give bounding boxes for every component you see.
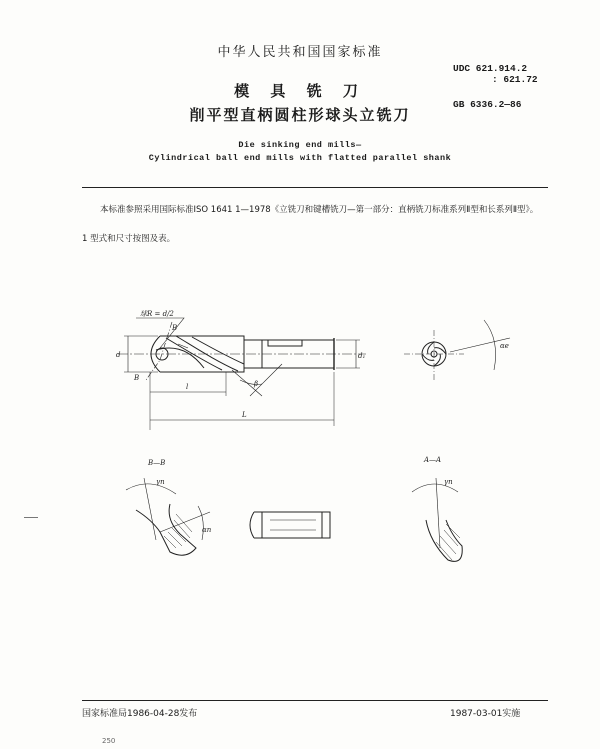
overall-length-label: L bbox=[242, 411, 247, 419]
section-b-top-label: B bbox=[172, 324, 178, 332]
section-b-bottom-label: B bbox=[134, 374, 140, 382]
section-b-b-hatch bbox=[164, 514, 192, 548]
shank-diameter-label: d₁ bbox=[358, 352, 366, 360]
issuing-organization: 中华人民共和国国家标准 bbox=[217, 45, 383, 60]
effective-date: 1987-03-01实施 bbox=[450, 709, 521, 719]
english-title-line2: Cylindrical ball end mills with flatted parallel shank bbox=[148, 153, 452, 163]
title-main: 模 具 铣 刀 bbox=[234, 82, 366, 100]
margin-mark bbox=[24, 517, 38, 518]
issue-date: 国家标准局1986-04-28发布 bbox=[82, 709, 198, 719]
title-sub: 削平型直柄圆柱形球头立铣刀 bbox=[189, 106, 411, 124]
radius-label: 球R = d/2 bbox=[140, 310, 174, 318]
helix-angle-label: β bbox=[254, 380, 259, 388]
rake-angle-b-label: γn bbox=[156, 478, 165, 486]
gb-standard-number: GB 6336.2—86 bbox=[453, 99, 522, 110]
section-a-a-view bbox=[412, 478, 462, 561]
english-title-line1: Die sinking end mills— bbox=[238, 140, 362, 150]
page-number: 250 bbox=[102, 737, 116, 745]
clause-1: 1 型式和尺寸按图及表。 bbox=[82, 234, 176, 244]
clearance-angle-end-label: αe bbox=[500, 342, 509, 350]
section-b-b-view bbox=[126, 478, 210, 555]
footer-rule bbox=[82, 700, 548, 701]
reference-paragraph: 本标准参照采用国际标准ISO 1641 1—1978《立铣刀和键槽铣刀—第一部分：直柄铣刀标准系列Ⅱ型和长系列Ⅱ型》。 bbox=[100, 205, 539, 215]
diameter-label: d bbox=[116, 351, 121, 359]
rake-angle-a-label: γn bbox=[444, 478, 453, 486]
end-mill-end-view bbox=[404, 320, 510, 380]
udc-number-continued: : 621.72 bbox=[492, 74, 538, 85]
section-a-a-title: A—A bbox=[424, 456, 442, 464]
cutting-length-label: l bbox=[186, 383, 189, 391]
shank-detail-view bbox=[250, 512, 330, 538]
normal-clearance-label: αn bbox=[202, 526, 212, 534]
section-b-b-title: B—B bbox=[148, 459, 166, 467]
udc-number: UDC 621.914.2 bbox=[453, 63, 528, 74]
